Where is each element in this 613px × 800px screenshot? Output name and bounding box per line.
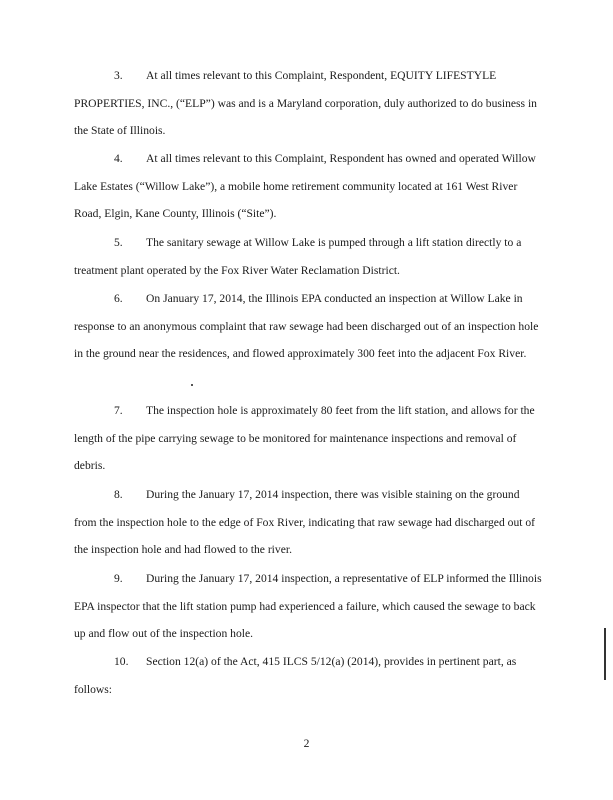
- scan-artifact-mark: [604, 628, 606, 680]
- paragraph-9: [74, 565, 542, 648]
- paragraph-7: [74, 397, 542, 480]
- paragraph-number: 4.: [114, 152, 123, 165]
- paragraph-text: During the January 17, 2014 inspection, there was visible staining on the ground from the inspection hole to the edge of Fox River, indicating that raw sewage had discharged out of the inspection hole and had flowed to the river.: [74, 488, 536, 557]
- paragraph-number: 9.: [114, 572, 123, 585]
- paragraph-6: [74, 285, 542, 368]
- paragraph-text: On January 17, 2014, the Illinois EPA conducted an inspection at Willow Lake in response to an anonymous complaint that raw sewage had been discharged out of an inspection hole in the ground near the residences, and flowed approximately 300 feet into the adjacent Fox River.: [74, 292, 539, 361]
- paragraph-10: [74, 648, 542, 703]
- page-number: 2: [303, 737, 310, 750]
- paragraph-text: During the January 17, 2014 inspection, a representative of ELP informed the Illinois EPA inspector that the lift station pump had experienced a failure, which caused the sewage to back up and flow out of the inspection hole.: [74, 572, 542, 641]
- paragraph-number: 3.: [114, 69, 123, 82]
- paragraph-text: The sanitary sewage at Willow Lake is pumped through a lift station directly to a treatment plant operated by the Fox River Water Reclamation District.: [74, 236, 522, 277]
- paragraph-4: [74, 145, 542, 228]
- scan-speck: [191, 384, 193, 386]
- paragraph-number: 10.: [114, 655, 129, 668]
- paragraph-text: At all times relevant to this Complaint, Respondent has owned and operated Willow Lake Estates (“Willow Lake”), a mobile home retirement community located at 161 West River Road, Elgin, Kane County, Illinois (“Site”).: [74, 152, 536, 221]
- paragraph-text: At all times relevant to this Complaint, Respondent, EQUITY LIFESTYLE PROPERTIES, INC., (“ELP”) was and is a Maryland corporation, duly authorized to do business in the State of Illinois.: [74, 69, 537, 138]
- paragraph-number: 7.: [114, 404, 123, 417]
- paragraph-number: 5.: [114, 236, 123, 249]
- paragraph-8: [74, 481, 542, 564]
- paragraph-text: Section 12(a) of the Act, 415 ILCS 5/12(a) (2014), provides in pertinent part, as follows:: [74, 655, 517, 696]
- paragraph-number: 6.: [114, 292, 123, 305]
- paragraph-text: The inspection hole is approximately 80 feet from the lift station, and allows for the length of the pipe carrying sewage to be monitored for maintenance inspections and removal of debris.: [74, 404, 535, 473]
- paragraph-3: [74, 62, 542, 145]
- paragraph-5: [74, 229, 542, 284]
- paragraph-number: 8.: [114, 488, 123, 501]
